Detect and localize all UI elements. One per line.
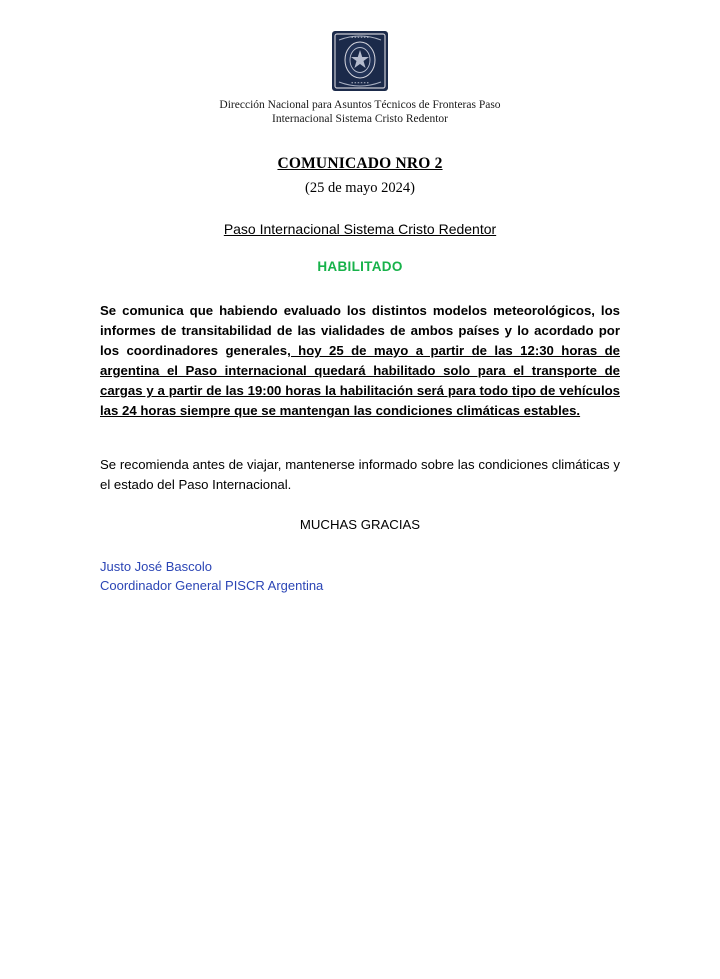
national-crest-icon bbox=[329, 30, 391, 92]
svg-text:* * * * * *: * * * * * * bbox=[351, 81, 369, 86]
paragraph-lead: Se comunica que habiendo evaluado los distintos modelos meteorológicos, los informes de transitabilidad de las vialidades de ambos países y lo acordado por los coordinadores generales bbox=[100, 302, 620, 358]
title-block bbox=[100, 155, 620, 197]
paragraph-underlined: , hoy 25 de mayo a partir de las 12:30 horas de argentina el Paso internacional quedará habilitado solo para el transporte de cargas y a partir de las 19:00 horas la habilitación será para todo tipo de vehículos las 24 horas siempre que se mantengan las condiciones climáticas estables. bbox=[100, 342, 621, 419]
signature-block bbox=[100, 558, 620, 596]
svg-text:* * * * * *: * * * * * * bbox=[351, 35, 369, 41]
signature-role: Coordinador General PISCR Argentina bbox=[100, 577, 324, 593]
organization-name: Dirección Nacional para Asuntos Técnicos de Fronteras Paso Internacional Sistema Cristo Redentor bbox=[219, 99, 501, 126]
crest-container bbox=[100, 30, 620, 92]
comunicado-title: COMUNICADO NRO 2 bbox=[277, 154, 443, 172]
status-badge: HABILITADO bbox=[317, 258, 403, 274]
paso-subtitle: Paso Internacional Sistema Cristo Redentor bbox=[223, 220, 497, 237]
recommendation-paragraph: Se recomienda antes de viajar, mantenerse informado sobre las condiciones climáticas y el estado del Paso Internacional. bbox=[100, 457, 620, 492]
signature-name: Justo José Bascolo bbox=[100, 558, 213, 574]
comunicado-date: (25 de mayo 2024) bbox=[305, 179, 415, 196]
thanks-line: MUCHAS GRACIAS bbox=[299, 516, 421, 532]
main-paragraph bbox=[100, 301, 620, 421]
